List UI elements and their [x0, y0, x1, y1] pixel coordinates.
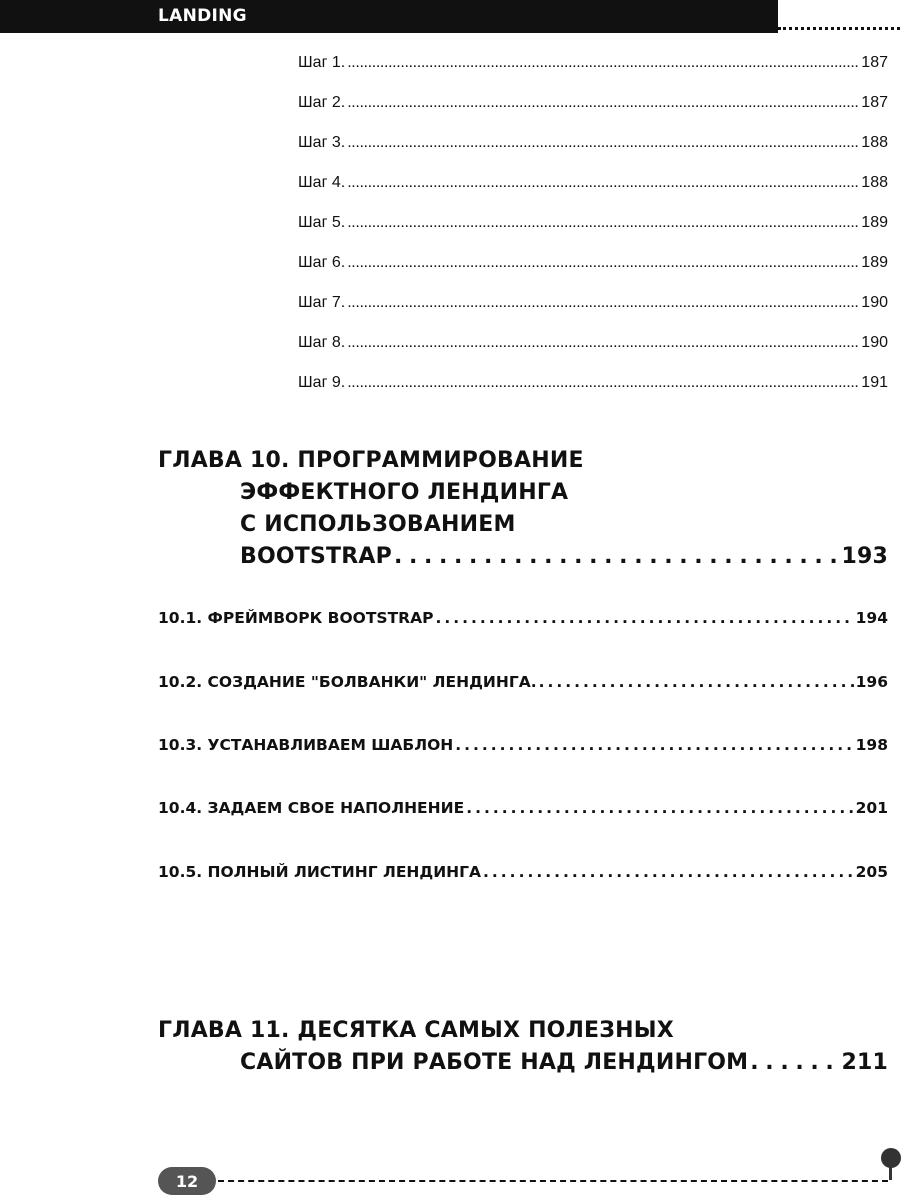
section-label: 10.1. ФРЕЙМВОРК BOOTSTRAP: [158, 609, 434, 627]
toc-step-1[interactable]: [298, 54, 888, 76]
step-page: 190: [861, 334, 888, 351]
footer-pin-icon: [881, 1148, 901, 1168]
chapter-title-last-line: [158, 1047, 888, 1079]
step-label: Шаг 4.: [298, 174, 346, 191]
dot-leader: [347, 294, 859, 312]
dot-leader: [435, 609, 853, 627]
running-header-title: LANDING: [158, 6, 247, 26]
section-label: 10.2. СОЗДАНИЕ "БОЛВАНКИ" ЛЕНДИНГА.: [158, 673, 537, 691]
step-page: 189: [861, 254, 888, 271]
dot-leader: [455, 736, 853, 754]
toc-section-10-2[interactable]: [158, 673, 888, 697]
toc-chapter-10[interactable]: [158, 445, 888, 573]
step-page: 187: [861, 94, 888, 111]
section-page: 196: [855, 673, 888, 691]
dot-leader: [347, 214, 859, 232]
toc-step-8[interactable]: [298, 334, 888, 356]
toc-section-10-1[interactable]: [158, 609, 888, 633]
step-label: Шаг 6.: [298, 254, 346, 271]
dot-leader: [347, 374, 859, 392]
step-page: 191: [861, 374, 888, 391]
step-label: Шаг 7.: [298, 294, 346, 311]
footer-pin-stem: [889, 1166, 892, 1180]
dot-leader: [347, 174, 859, 192]
chapter-page: 193: [841, 544, 888, 569]
chapter-title-last-line: [158, 541, 888, 573]
footer-dashed-rule: [218, 1180, 888, 1182]
dot-leader: [347, 94, 859, 112]
step-label: Шаг 9.: [298, 374, 346, 391]
header-dotted-rule: [778, 27, 900, 30]
chapter-title-line: ГЛАВА 11. ДЕСЯТКА САМЫХ ПОЛЕЗНЫХ: [158, 1018, 674, 1043]
chapter-page: 211: [841, 1050, 888, 1075]
dot-leader: [347, 334, 859, 352]
chapter-title-line: С ИСПОЛЬЗОВАНИЕМ: [240, 512, 516, 537]
dot-leader: [347, 54, 859, 72]
dot-leader: [750, 1047, 839, 1079]
chapter-title-line: ГЛАВА 10. ПРОГРАММИРОВАНИЕ: [158, 448, 584, 473]
step-page: 188: [861, 174, 888, 191]
step-label: Шаг 2.: [298, 94, 346, 111]
dot-leader: [466, 799, 853, 817]
step-page: 190: [861, 294, 888, 311]
toc-section-10-5[interactable]: [158, 863, 888, 887]
toc-step-7[interactable]: [298, 294, 888, 316]
section-label: 10.3. УСТАНАВЛИВАЕМ ШАБЛОН: [158, 736, 454, 754]
toc-step-6[interactable]: [298, 254, 888, 276]
chapter-title-text: BOOTSTRAP: [240, 544, 392, 569]
step-label: Шаг 1.: [298, 54, 346, 71]
header-bar: [0, 0, 778, 33]
chapter-title-line: ЭФФЕКТНОГО ЛЕНДИНГА: [240, 480, 569, 505]
dot-leader: [394, 541, 840, 573]
toc-step-5[interactable]: [298, 214, 888, 236]
step-page: 189: [861, 214, 888, 231]
dot-leader: [483, 863, 854, 881]
section-label: 10.4. ЗАДАЕМ СВОЕ НАПОЛНЕНИЕ: [158, 799, 465, 817]
step-label: Шаг 5.: [298, 214, 346, 231]
section-label: 10.5. ПОЛНЫЙ ЛИСТИНГ ЛЕНДИНГА: [158, 863, 482, 881]
section-page: 205: [855, 863, 888, 881]
dot-leader: [347, 134, 859, 152]
toc-section-10-3[interactable]: [158, 736, 888, 760]
dot-leader: [539, 673, 854, 691]
toc-chapter-11[interactable]: [158, 1015, 888, 1079]
page-number-badge: 12: [158, 1167, 216, 1195]
toc-step-4[interactable]: [298, 174, 888, 196]
section-page: 194: [855, 609, 888, 627]
toc-step-3[interactable]: [298, 134, 888, 156]
step-page: 188: [861, 134, 888, 151]
section-page: 198: [855, 736, 888, 754]
toc-step-2[interactable]: [298, 94, 888, 116]
chapter-title-text: САЙТОВ ПРИ РАБОТЕ НАД ЛЕНДИНГОМ: [240, 1050, 749, 1075]
section-page: 201: [855, 799, 888, 817]
step-page: 187: [861, 54, 888, 71]
dot-leader: [347, 254, 859, 272]
toc-step-9[interactable]: [298, 374, 888, 396]
step-label: Шаг 3.: [298, 134, 346, 151]
step-label: Шаг 8.: [298, 334, 346, 351]
toc-section-10-4[interactable]: [158, 799, 888, 823]
